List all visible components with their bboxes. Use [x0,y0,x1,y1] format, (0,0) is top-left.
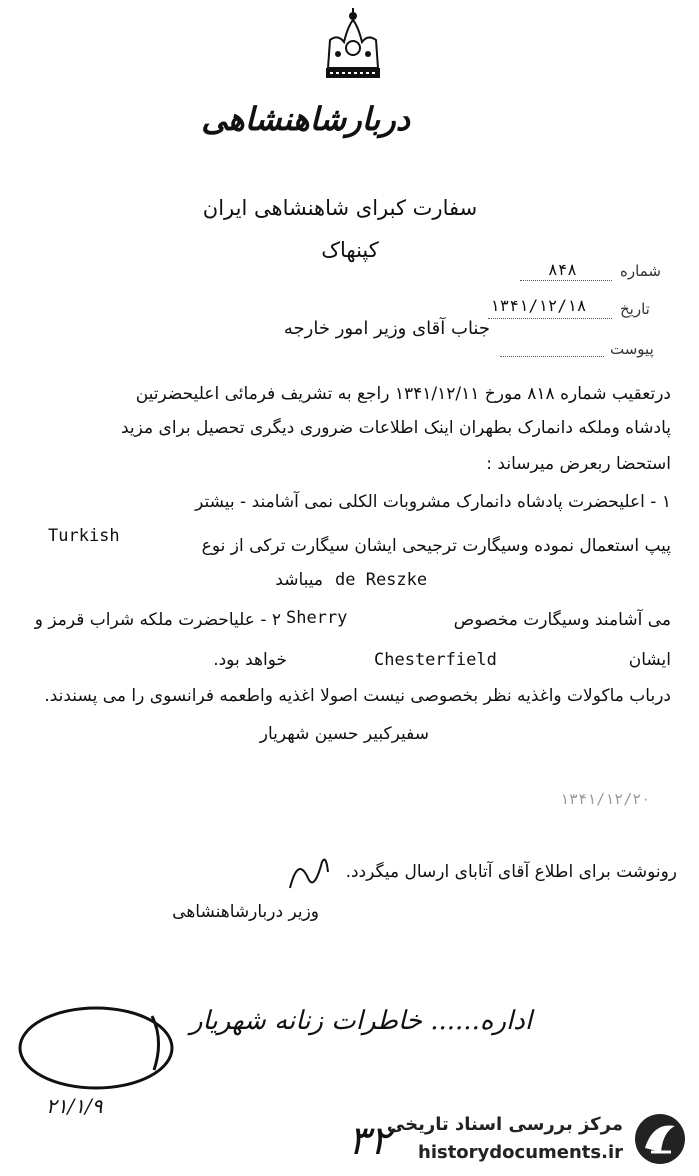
item1-line-1: ۱ - اعلیحضرت پادشاه دانمارک مشروبات الکلی نمی آشامند - بیشتر [195,492,671,512]
date-dotline [488,318,612,319]
body-line-1: درتعقیب شماره ۸۱۸ مورخ ۱۳۴۱/۱۲/۱۱ راجع به تشریف فرمائی اعلیحضرتین [135,384,671,404]
cc-minister: وزیر دربارشاهنشاهی [172,902,319,922]
embassy-name: سفارت کبرای شاهنشاهی ایران [202,196,478,220]
item2-line-1a: ۲ - علیاحضرت ملکه شراب قرمز و [34,610,281,630]
watermark-url: historydocuments.ir [418,1142,623,1163]
handwritten-numbers: ۳۲ [348,1118,391,1164]
attachment-dotline [500,356,604,357]
city-name: کپنهاک [321,238,379,262]
signature-loop-icon [14,1000,178,1100]
item2-latin-sherry: Sherry [286,608,348,628]
crown-emblem-icon [318,8,388,88]
archive-logo-icon [633,1112,687,1166]
handwritten-initials: ۲۱/۱/۹ [46,1094,103,1118]
date-value: ۱۳۴۱/۱۲/۱۸ [490,296,587,315]
item1-line-3: میباشد [275,570,323,590]
body-line-2: پادشاه وملکه دانمارک بطهران اینک اطلاعات ضروری دیگری تحصیل برای مزید [120,418,671,438]
item1-latin-turkish: Turkish [48,526,120,546]
body-line-3: استحضا ربعرض میرساند : [486,454,671,474]
cc-line: رونوشت برای اطلاع آقای آتابای ارسال میگردد. [345,862,677,882]
item1-line-2: پیپ استعمال نموده وسیگارت ترجیحی ایشان سیگارت ترکی از نوع [201,536,671,556]
item2-latin-brand: Chesterfield [374,650,497,670]
received-stamp: ۱۳۴۱/۱۲/۲۰ [560,790,651,808]
item2-line-1b: می آشامند وسیگارت مخصوص [453,610,671,630]
addressee: جناب آقای وزیر امور خارجه [283,318,490,339]
item1-latin-brand: de Reszke [335,570,428,590]
paraph-icon [282,852,332,896]
number-label: شماره [620,262,661,280]
date-label: تاریخ [620,300,650,318]
watermark [386,1108,691,1170]
number-value: ۸۴۸ [548,260,577,279]
handwritten-note: اداره...... خاطرات زنانه شهریار [190,1006,533,1036]
item2-line-2b: خواهد بود. [213,650,287,670]
watermark-title: مرکز بررسی اسناد تاریخی [386,1114,623,1135]
signatory: سفیرکبیر حسین شهریار [259,724,429,744]
item2-line-2a: ایشان [628,650,671,670]
court-title: دربارشاهنشاهی [201,100,410,138]
number-dotline [520,280,612,281]
attachment-label: پیوست [610,340,654,358]
food-line: درباب ماکولات واغذیه نظر بخصوصی نیست اصولا اغذیه واطعمه فرانسوی را می پسندند. [44,686,671,706]
